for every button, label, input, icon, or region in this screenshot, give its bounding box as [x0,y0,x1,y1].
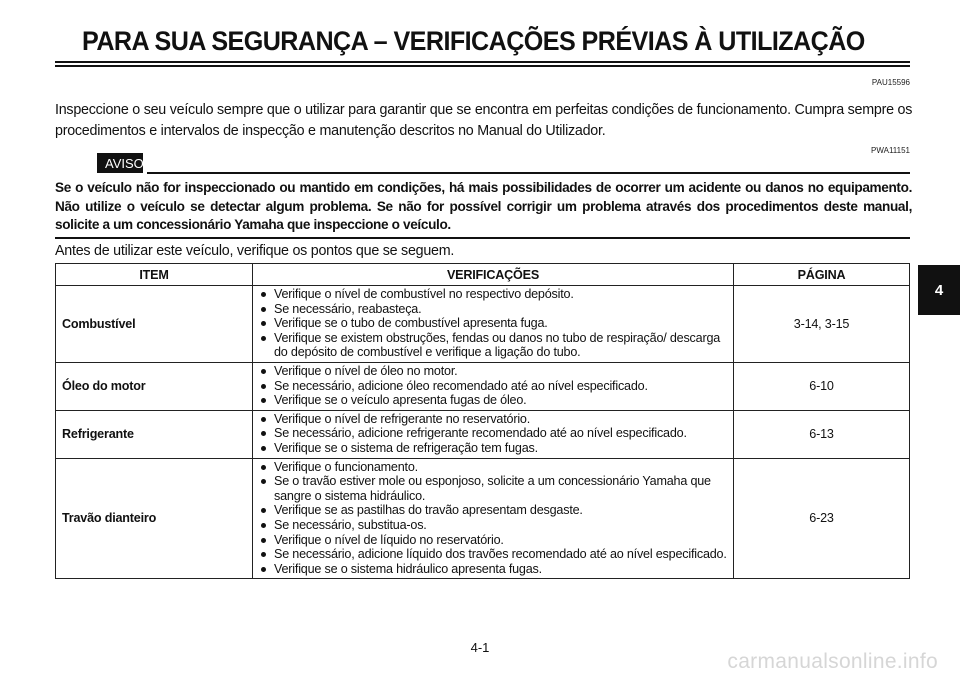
checks-cell [253,410,734,458]
header-page: PÁGINA [734,264,910,286]
check-item: Verifique se o sistema de refrigeração tem fugas. [259,441,729,456]
check-item: Verifique o nível de refrigerante no reservatório. [259,412,729,427]
check-item: Verifique se o sistema hidráulico apresenta fugas. [259,562,729,577]
item-cell: Combustível [56,286,253,363]
page-number: 4-1 [470,640,490,655]
warning-text: Se o veículo não for inspeccionado ou mantido em condições, há mais possibilidades de ocorrer um acidente ou danos no equipamento. Não utilize o veículo se detectar algum problema. Se não for possível corrigir um problema através dos procedimentos deste manual, solicite a um concessionário Yamaha que inspeccione o veículo. [55,180,912,232]
item-cell: Travão dianteiro [56,458,253,579]
header-item: ITEM [56,264,253,286]
table-header [56,264,910,286]
title-rule [55,61,910,63]
page-cell: 6-13 [734,410,910,458]
warning-label: AVISO [105,155,144,171]
intro-paragraph: Inspeccione o seu veículo sempre que o utilizar para garantir que se encontra em perfeitas condições de funcionamento. Cumpra sempre os procedimentos e intervalos de inspecção e manutenção descritos no Manual do Utilizador. [55,102,913,139]
page-title: PARA SUA SEGURANÇA – VERIFICAÇÕES PRÉVIAS À UTILIZAÇÃO [82,26,865,56]
check-item: Se necessário, reabasteça. [259,302,729,317]
page-cell: 3-14, 3-15 [734,286,910,363]
check-item: Verifique o funcionamento. [259,460,729,475]
title-rule-2 [55,65,910,67]
check-item: Verifique o nível de líquido no reservatório. [259,533,729,548]
check-item: Verifique o nível de combustível no respectivo depósito. [259,287,729,302]
watermark: carmanualsonline.info [727,650,938,673]
checks-cell [253,286,734,363]
check-item: Verifique se o tubo de combustível apresenta fuga. [259,316,729,331]
check-item: Se necessário, substitua-os. [259,518,729,533]
item-cell: Óleo do motor [56,362,253,410]
checklist-intro: Antes de utilizar este veículo, verifique os pontos que se seguem. [55,243,455,259]
item-cell: Refrigerante [56,410,253,458]
table-row [56,410,910,458]
table-row [56,286,910,363]
check-item: Se necessário, adicione óleo recomendado até ao nível especificado. [259,379,729,394]
warning-badge [97,153,143,173]
chapter-tab: 4 [918,265,960,315]
check-item: Verifique se o veículo apresenta fugas de óleo. [259,393,729,408]
check-item: Verifique se existem obstruções, fendas ou danos no tubo de respiração/ descarga do depósito de combustível e verifique a ligação do tubo. [259,331,729,360]
page-cell: 6-10 [734,362,910,410]
reference-code: PAU15596 [871,78,910,87]
check-item: Verifique se as pastilhas do travão apresentam desgaste. [259,503,729,518]
check-item: Se necessário, adicione líquido dos travões recomendado até ao nível especificado. [259,547,729,562]
checks-cell [253,458,734,579]
check-item: Se necessário, adicione refrigerante recomendado até ao nível especificado. [259,426,729,441]
check-item: Se o travão estiver mole ou esponjoso, solicite a um concessionário Yamaha que sangre o sistema hidráulico. [259,474,729,503]
warning-end-rule [55,237,910,239]
warning-code: PWA11151 [871,146,910,155]
check-item: Verifique o nível de óleo no motor. [259,364,729,379]
inspection-table [55,263,910,579]
page-cell: 6-23 [734,458,910,579]
warning-rule [147,172,910,174]
header-checks: VERIFICAÇÕES [253,264,734,286]
table-row [56,458,910,579]
checks-cell [253,362,734,410]
table-row [56,362,910,410]
